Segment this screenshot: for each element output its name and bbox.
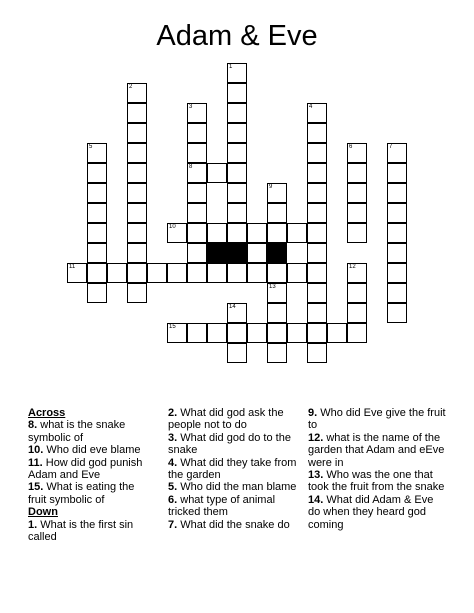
grid-cell[interactable]: [387, 143, 407, 163]
grid-cell[interactable]: [307, 283, 327, 303]
clues-column-1: [28, 407, 153, 543]
grid-cell[interactable]: [227, 183, 247, 203]
clue-text: Who was the one that took the fruit from the snake: [308, 469, 445, 494]
clue: [308, 432, 446, 469]
grid-cell[interactable]: [227, 323, 247, 343]
grid-cell[interactable]: [307, 263, 327, 283]
clue: [28, 481, 153, 506]
grid-cell[interactable]: [347, 283, 367, 303]
grid-cell[interactable]: [167, 223, 187, 243]
grid-cell[interactable]: [387, 163, 407, 183]
grid-cell[interactable]: [227, 223, 247, 243]
grid-cell[interactable]: [187, 163, 207, 183]
grid-cell[interactable]: [87, 203, 107, 223]
clue: [168, 457, 298, 482]
grid-cell[interactable]: [87, 143, 107, 163]
grid-block: [227, 243, 247, 263]
grid-cell[interactable]: [387, 223, 407, 243]
grid-cell[interactable]: [287, 323, 307, 343]
grid-cell[interactable]: [267, 323, 287, 343]
grid-cell[interactable]: [127, 223, 147, 243]
grid-cell[interactable]: [207, 163, 227, 183]
clue-number: 12.: [308, 431, 324, 444]
clue-text: What did the snake do: [180, 518, 290, 531]
grid-cell[interactable]: [387, 183, 407, 203]
grid-cell[interactable]: [387, 263, 407, 283]
clue-text: How did god punish Adam and Eve: [28, 456, 143, 482]
clue-number: 9.: [308, 407, 318, 419]
grid-cell[interactable]: [87, 163, 107, 183]
clue-number: 9: [269, 184, 273, 190]
clue-text: What did they take from the garden: [168, 456, 297, 482]
clue-number: 15: [169, 324, 176, 330]
clue-number: 5: [89, 144, 93, 150]
clue: [168, 494, 298, 519]
grid-cell[interactable]: [307, 163, 327, 183]
grid-cell[interactable]: [127, 203, 147, 223]
grid-cell[interactable]: [187, 103, 207, 123]
grid-cell[interactable]: [387, 203, 407, 223]
grid-cell[interactable]: [267, 303, 287, 323]
clue-number: 7.: [168, 518, 178, 531]
grid-cell[interactable]: [187, 143, 207, 163]
grid-cell[interactable]: [187, 323, 207, 343]
grid-cell[interactable]: [227, 263, 247, 283]
clue: [28, 419, 153, 444]
grid-cell[interactable]: [387, 303, 407, 323]
grid-block: [267, 243, 287, 263]
clue: [28, 519, 153, 544]
clues-column-3: [308, 407, 446, 531]
grid-cell[interactable]: [327, 323, 347, 343]
clue-text: Who did eve blame: [46, 444, 141, 457]
grid-cell[interactable]: [127, 243, 147, 263]
grid-cell[interactable]: [187, 243, 207, 263]
clue-number: 6.: [168, 493, 178, 506]
grid-cell[interactable]: [167, 263, 187, 283]
clue-number: 1.: [28, 518, 38, 531]
grid-cell[interactable]: [307, 343, 327, 363]
clue-number: 8.: [28, 419, 38, 432]
grid-cell[interactable]: [87, 263, 107, 283]
grid-cell[interactable]: [307, 323, 327, 343]
grid-cell[interactable]: [207, 223, 227, 243]
grid-cell[interactable]: [347, 143, 367, 163]
clue-number: 14.: [308, 493, 324, 506]
grid-cell[interactable]: [267, 283, 287, 303]
grid-cell[interactable]: [247, 223, 267, 243]
grid-cell[interactable]: [267, 223, 287, 243]
grid-cell[interactable]: [347, 263, 367, 283]
grid-cell[interactable]: [267, 263, 287, 283]
grid-cell[interactable]: [347, 223, 367, 243]
grid-cell[interactable]: [187, 223, 207, 243]
grid-cell[interactable]: [147, 263, 167, 283]
grid-block: [207, 243, 227, 263]
grid-cell[interactable]: [267, 183, 287, 203]
clue-number: 6: [349, 144, 353, 150]
grid-cell[interactable]: [267, 203, 287, 223]
clue-number: 1: [229, 64, 233, 70]
grid-cell[interactable]: [307, 143, 327, 163]
grid-cell[interactable]: [347, 323, 367, 343]
clue-number: 3.: [168, 431, 178, 444]
grid-cell[interactable]: [247, 323, 267, 343]
clue: [168, 481, 298, 493]
grid-cell[interactable]: [227, 83, 247, 103]
clue-text: What is eating the fruit symbolic of: [28, 481, 135, 506]
page-title: Adam & Eve: [156, 20, 318, 52]
clue: [168, 519, 298, 531]
clue-number: 10: [169, 224, 176, 230]
grid-cell[interactable]: [127, 283, 147, 303]
grid-cell[interactable]: [307, 103, 327, 123]
grid-cell[interactable]: [87, 223, 107, 243]
grid-cell[interactable]: [227, 63, 247, 83]
clue-number: 15.: [28, 481, 44, 494]
grid-cell[interactable]: [347, 183, 367, 203]
grid-cell[interactable]: [187, 123, 207, 143]
grid-cell[interactable]: [87, 243, 107, 263]
grid-cell[interactable]: [127, 123, 147, 143]
grid-cell[interactable]: [207, 263, 227, 283]
grid-cell[interactable]: [247, 263, 267, 283]
grid-cell[interactable]: [107, 263, 127, 283]
grid-cell[interactable]: [127, 143, 147, 163]
clue: [28, 444, 153, 456]
clue-number: 2: [129, 84, 133, 90]
grid-cell[interactable]: [227, 203, 247, 223]
grid-cell[interactable]: [167, 323, 187, 343]
clue-text: What did god ask the people not to do: [168, 407, 284, 432]
clue-number: 7: [389, 144, 393, 150]
clue-text: what type of animal tricked them: [168, 493, 276, 519]
clue-number: 11: [69, 264, 76, 270]
grid-cell[interactable]: [307, 203, 327, 223]
grid-cell[interactable]: [347, 203, 367, 223]
clue-number: 3: [189, 104, 193, 110]
grid-cell[interactable]: [227, 343, 247, 363]
clue: [308, 494, 446, 531]
grid-cell[interactable]: [127, 103, 147, 123]
grid-cell[interactable]: [287, 263, 307, 283]
clue-number: 11.: [28, 456, 43, 469]
grid-cell[interactable]: [187, 263, 207, 283]
clue-number: 13.: [308, 469, 324, 482]
grid-cell[interactable]: [247, 243, 267, 263]
clue: [308, 407, 446, 432]
grid-cell[interactable]: [347, 303, 367, 323]
grid-cell[interactable]: [207, 323, 227, 343]
clue-number: 2.: [168, 407, 178, 419]
clue: [308, 469, 446, 494]
grid-cell[interactable]: [227, 303, 247, 323]
clue-text: What did Adam & Eve do when they heard god coming: [308, 493, 434, 531]
grid-cell[interactable]: [307, 303, 327, 323]
clue: [168, 407, 298, 432]
grid-cell[interactable]: [227, 103, 247, 123]
clue-text: What is the first sin called: [28, 518, 134, 544]
clue-number: 13: [269, 284, 276, 290]
grid-cell[interactable]: [347, 163, 367, 183]
grid-cell[interactable]: [67, 263, 87, 283]
grid-cell[interactable]: [127, 163, 147, 183]
section-heading: Down: [28, 506, 58, 519]
grid-cell[interactable]: [127, 183, 147, 203]
grid-cell[interactable]: [307, 123, 327, 143]
clue-number: 12: [349, 264, 356, 270]
grid-cell[interactable]: [187, 203, 207, 223]
grid-cell[interactable]: [87, 183, 107, 203]
grid-cell[interactable]: [307, 243, 327, 263]
clue-number: 10.: [28, 444, 44, 457]
clue-number: 4.: [168, 456, 178, 469]
clue-text: What did god do to the snake: [168, 431, 291, 457]
clue-number: 8: [189, 164, 193, 170]
grid-cell[interactable]: [387, 243, 407, 263]
grid-cell[interactable]: [87, 283, 107, 303]
grid-cell[interactable]: [127, 83, 147, 103]
clue-text: what is the name of the garden that Adam and eEve were in: [308, 431, 445, 469]
clue-number: 5.: [168, 481, 178, 494]
clue-number: 4: [309, 104, 313, 110]
clue-text: what is the snake symbolic of: [28, 419, 126, 444]
clue-number: 14: [229, 304, 236, 310]
grid-cell[interactable]: [387, 283, 407, 303]
clue-text: Who did Eve give the fruit to: [308, 407, 446, 432]
grid-cell[interactable]: [227, 143, 247, 163]
grid-cell[interactable]: [267, 343, 287, 363]
clue: [168, 432, 298, 457]
section-heading: Across: [28, 407, 66, 419]
clue-text: Who did the man blame: [180, 481, 297, 494]
grid-cell[interactable]: [227, 123, 247, 143]
grid-cell[interactable]: [187, 183, 207, 203]
grid-cell[interactable]: [227, 163, 247, 183]
grid-cell[interactable]: [287, 223, 307, 243]
clues-column-2: [168, 407, 298, 531]
grid-cell[interactable]: [307, 183, 327, 203]
grid-cell[interactable]: [127, 263, 147, 283]
clue: [28, 457, 153, 482]
grid-cell[interactable]: [307, 223, 327, 243]
